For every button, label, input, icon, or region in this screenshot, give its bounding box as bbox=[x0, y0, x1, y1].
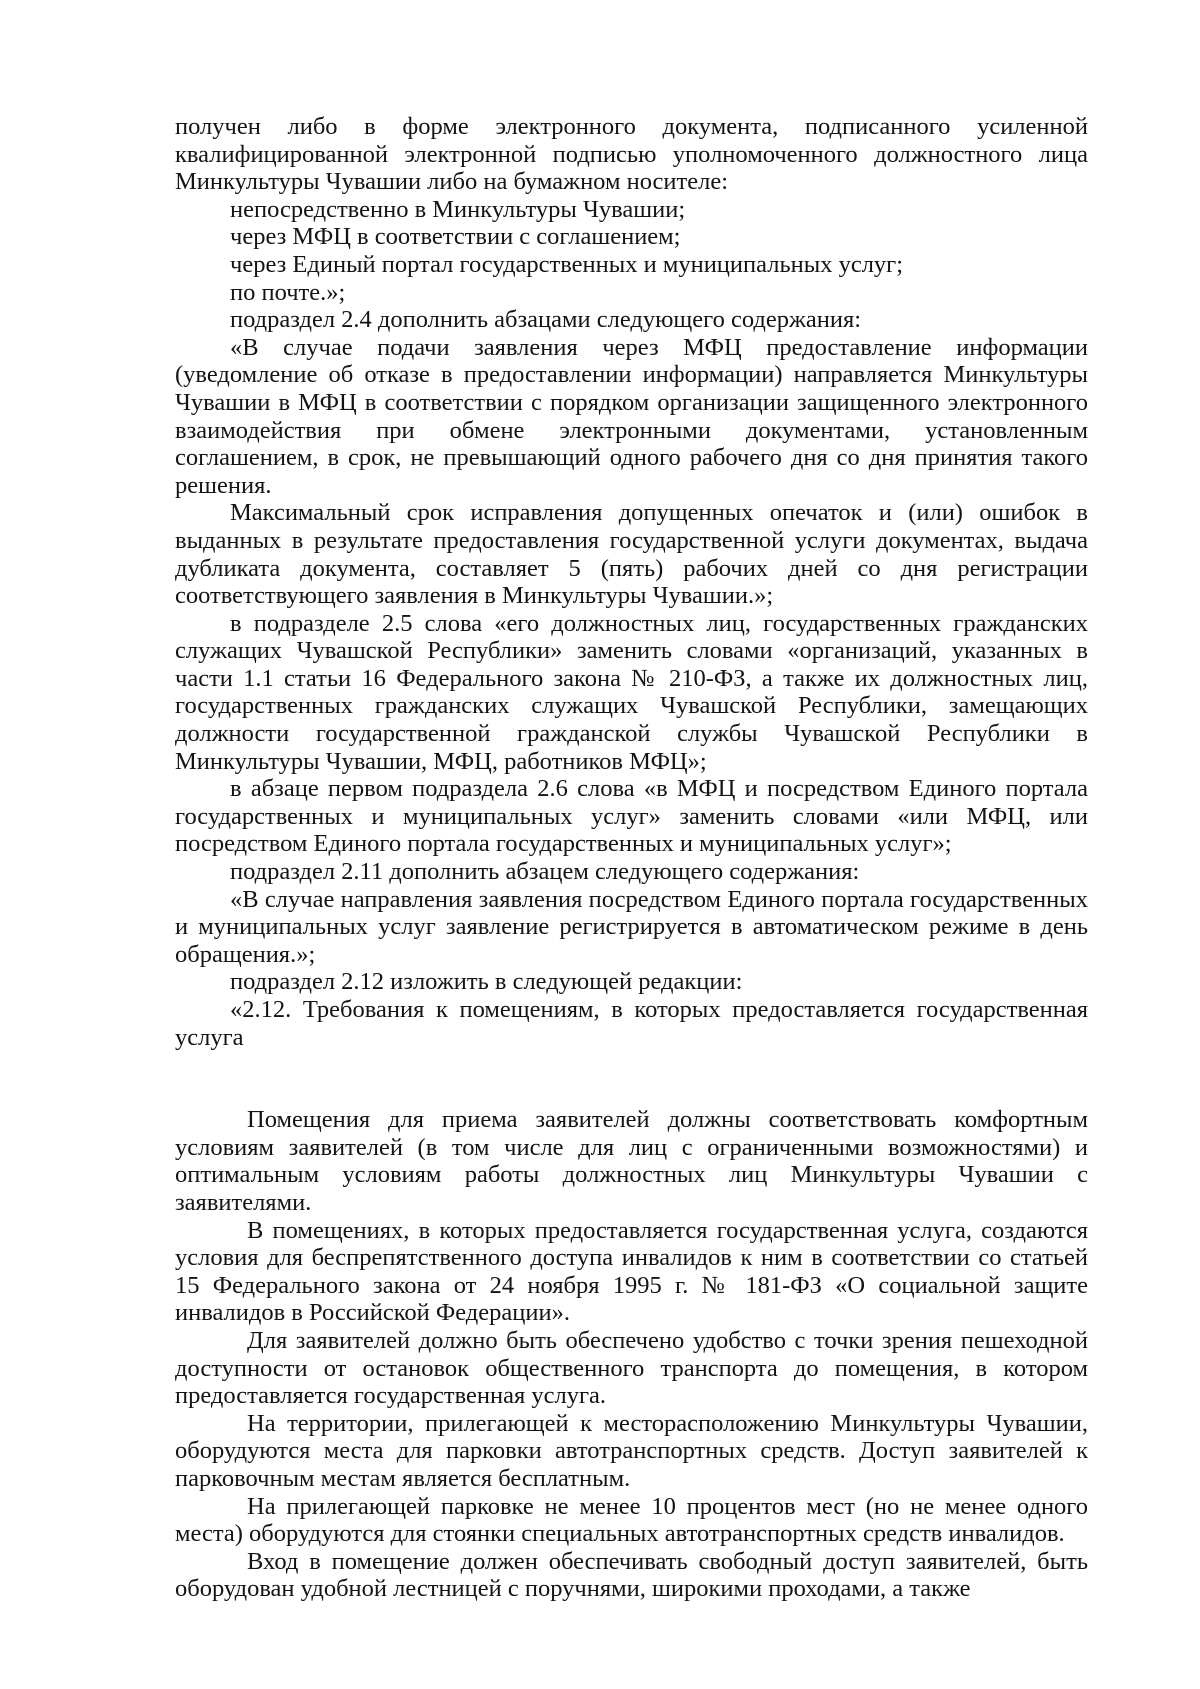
paragraph-pedestrian-access: Для заявителей должно быть обеспечено удобство с точки зрения пешеходной доступности от остановок общественного транспорта до помещения, в котором предоставляется государственная услуга. bbox=[175, 1326, 1088, 1410]
paragraph-section-2-12: подраздел 2.12 изложить в следующей редакции: bbox=[230, 968, 743, 996]
paragraph-mfc-info: «В случае подачи заявления через МФЦ предоставление информации (уведомление об отказе в предоставлении информации) направляется Минкультуры Чувашии в МФЦ в соответствии с порядком организации защищенного электронного взаимодействия при обмене электронными документами, установленным соглашением, в срок, не превышающий одного рабочего дня со дня принятия такого решения. bbox=[175, 333, 1088, 499]
paragraph-parking: На территории, прилегающей к месторасположению Минкультуры Чувашии, оборудуются места для парковки автотранспортных средств. Доступ заявителей к парковочным местам является бесплатным. bbox=[175, 1409, 1088, 1492]
paragraph-max-correction-term: Максимальный срок исправления допущенных опечаток и (или) ошибок в выданных в результате предоставления государственной услуги документах, выдача дубликата документа, составляет 5 (пять) рабочих дней со дня регистрации соответствующего заявления в Минкультуры Чувашии.»; bbox=[175, 499, 1088, 610]
section-2-12-heading: «2.12. Требования к помещениям, в которых предоставляется государственная услуга bbox=[175, 996, 1088, 1051]
paragraph-disabled-parking: На прилегающей парковке не менее 10 процентов мест (но не менее одного места) оборудуются для стоянки специальных автотранспортных средств инвалидов. bbox=[175, 1492, 1088, 1548]
paragraph-premises-comfort: Помещения для приема заявителей должны соответствовать комфортным условиям заявителей (в том числе для лиц с ограниченными возможностями) и оптимальным условиям работы должностных лиц Минкультуры Чувашии с заявителями. bbox=[175, 1106, 1088, 1216]
paragraph-section-2-6: в абзаце первом подраздела 2.6 слова «в МФЦ и посредством Единого портала государственных и муниципальных услуг» заменить словами «или МФЦ, или посредством Единого портала государственных и муниципальных услуг»; bbox=[175, 775, 1088, 858]
list-item-direct: непосредственно в Минкультуры Чувашии; bbox=[230, 195, 686, 223]
paragraph-delivery-methods: получен либо в форме электронного документа, подписанного усиленной квалифицированной электронной подписью уполномоченного должностного лица Минкультуры Чувашии либо на бумажном носителе: bbox=[175, 113, 1088, 196]
paragraph-section-2-11: подраздел 2.11 дополнить абзацем следующего содержания: bbox=[230, 858, 860, 886]
list-item-portal: через Единый портал государственных и муниципальных услуг; bbox=[230, 250, 904, 278]
paragraph-entrance: Вход в помещение должен обеспечивать свободный доступ заявителей, быть оборудован удобной лестницей с поручнями, широкими проходами, а также bbox=[175, 1547, 1088, 1603]
blank-gap bbox=[175, 1051, 1088, 1106]
list-item-mfc: через МФЦ в соответствии с соглашением; bbox=[230, 223, 681, 251]
paragraph-section-2-4: подраздел 2.4 дополнить абзацами следующего содержания: bbox=[230, 306, 862, 334]
paragraph-disabled-access: В помещениях, в которых предоставляется государственная услуга, создаются условия для беспрепятственного доступа инвалидов к ним в соответствии со статьей 15 Федерального закона от 24 ноября 1995 г. № 181-ФЗ «О социальной защите инвалидов в Российской Федерации». bbox=[175, 1216, 1088, 1327]
list-item-post: по почте.»; bbox=[230, 278, 346, 306]
paragraph-section-2-5: в подразделе 2.5 слова «его должностных лиц, государственных гражданских служащих Чувашской Республики» заменить словами «организаций, указанных в части 1.1 статьи 16 Федерального закона № 210-ФЗ, а также их должностных лиц, государственных гражданских служащих Чувашской Республики, замещающих должности государственной гражданской службы Чувашской Республики в Минкультуры Чувашии, МФЦ, работников МФЦ»; bbox=[175, 609, 1088, 775]
paragraph-portal-registration: «В случае направления заявления посредством Единого портала государственных и муниципальных услуг заявление регистрируется в автоматическом режиме в день обращения.»; bbox=[175, 885, 1088, 968]
